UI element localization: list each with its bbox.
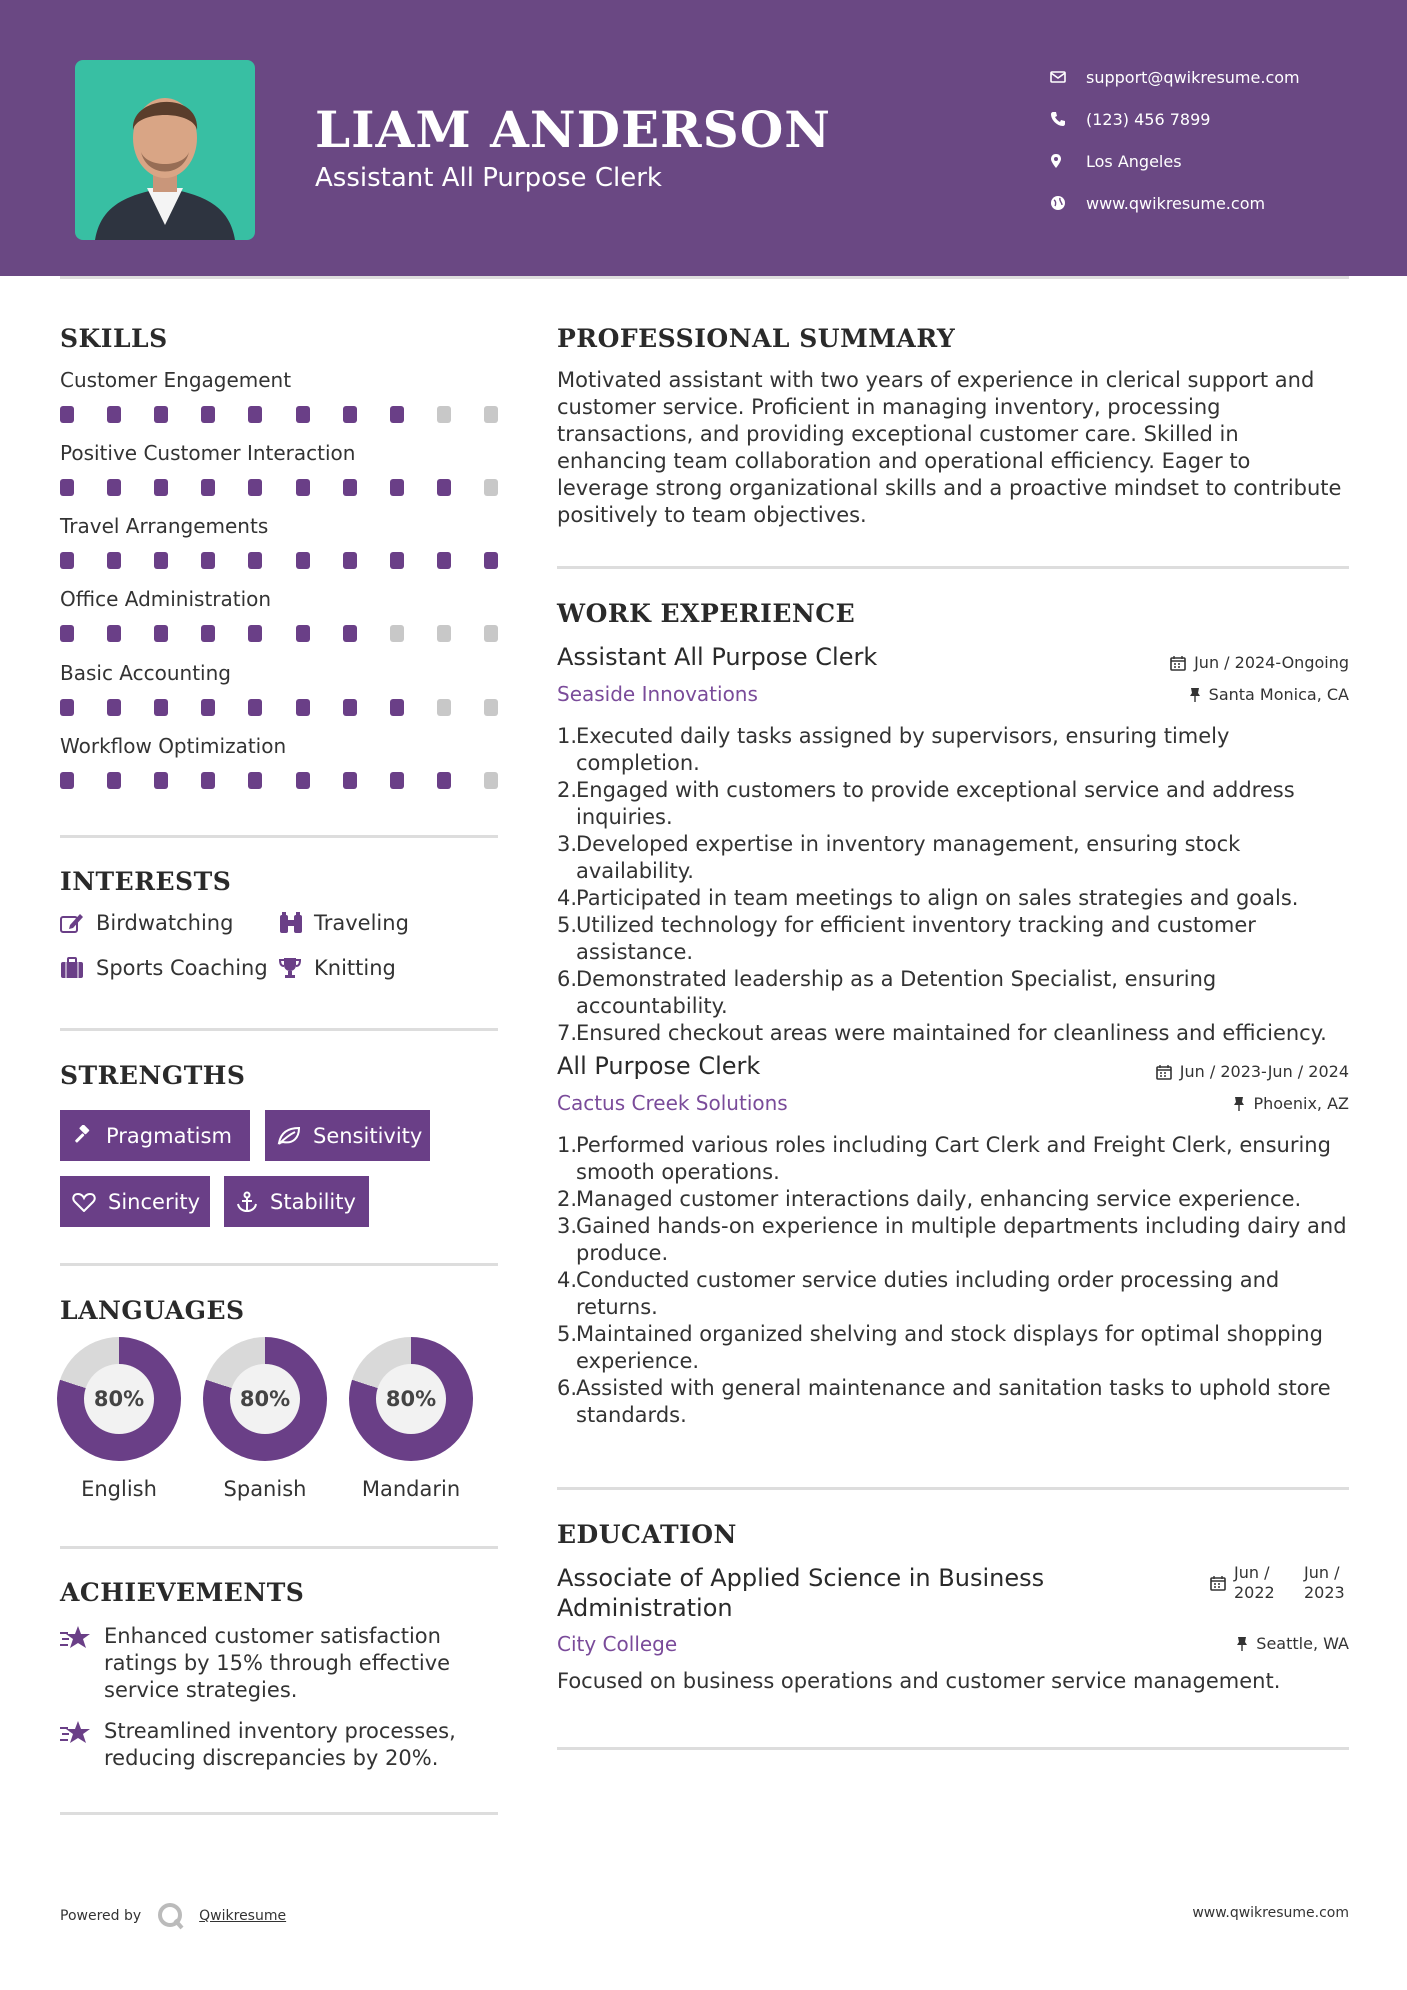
education-location-text: Seattle, WA [1256,1634,1349,1653]
skill-name: Travel Arrangements [60,514,269,538]
degree-line: Administration [557,1594,733,1622]
degree-line: Associate of Applied Science in Business [557,1564,1045,1592]
strength-badge [60,1110,250,1161]
rating-dot-empty [437,699,451,716]
interest-item [60,911,233,935]
rating-dot-filled [437,479,451,496]
achievement-item [60,1718,480,1772]
briefcase-icon [60,957,96,979]
list-item: 2. Engaged with customers to provide exceptional service and address inquiries. [557,778,1295,829]
rating-dot-filled [201,772,215,789]
section-divider [60,1028,498,1031]
globe-icon [1050,195,1086,211]
contact-list [1050,56,1300,224]
rating-dot-filled [107,625,121,642]
rating-dot-filled [107,772,121,789]
rating-dot-filled [154,479,168,496]
rating-dot-filled [60,772,74,789]
star-icon [60,1623,104,1704]
job-title: All Purpose Clerk [557,1052,761,1080]
contact-phone-text: (123) 456 7899 [1086,109,1211,129]
contact-website[interactable] [1050,182,1300,224]
skill-item [60,368,500,423]
section-divider [60,835,498,838]
experience-heading: WORK EXPERIENCE [557,599,856,628]
job-bullets [557,723,1357,1047]
job-location-text: Phoenix, AZ [1253,1094,1349,1113]
rating-dot-filled [390,699,404,716]
skills-heading: SKILLS [60,324,168,353]
contact-email-text: support@qwikresume.com [1086,67,1300,87]
rating-dot-filled [248,625,262,642]
rating-dot-filled [390,552,404,569]
rating-dot-filled [154,699,168,716]
strength-label: Stability [270,1189,356,1214]
rating-dot-filled [296,552,310,569]
rating-dot-filled [107,552,121,569]
list-item: 4. Conducted customer service duties including order processing and returns. [557,1268,1280,1319]
rating-dot-empty [484,479,498,496]
interest-label: Sports Coaching [96,956,268,980]
section-divider [60,1546,498,1549]
skill-name: Basic Accounting [60,661,231,685]
skill-item [60,734,500,789]
list-item: 3. Developed expertise in inventory management, ensuring stock availability. [557,832,1241,883]
calendar-icon [1156,1064,1172,1080]
interest-item [278,911,409,935]
qwikresume-link[interactable]: Qwikresume [199,1908,287,1924]
rating-dot-filled [296,406,310,423]
powered-by-text: Powered by [60,1908,142,1924]
interest-label: Knitting [314,956,396,980]
language-name: Mandarin [361,1477,461,1501]
list-item: 5. Utilized technology for efficient inventory tracking and customer assistance. [557,913,1256,964]
education-description: Focused on business operations and customer service management. [557,1669,1281,1693]
skill-item [60,587,500,642]
list-item: 5. Maintained organized shelving and stock displays for optimal shopping experience. [557,1322,1323,1373]
education-dates [1210,1563,1349,1603]
star-icon [60,1718,104,1772]
section-divider [557,1487,1349,1490]
qwikresume-logo-icon [157,1902,185,1930]
rating-dot-filled [248,772,262,789]
list-item: 6. Demonstrated leadership as a Detention Specialist, ensuring accountability. [557,967,1217,1018]
achievement-text: Streamlined inventory processes, reducing discrepancies by 20%. [104,1719,456,1770]
job-location [1233,1094,1349,1113]
skill-rating [60,772,498,789]
rating-dot-filled [60,406,74,423]
school-name: City College [557,1632,678,1656]
rating-dot-filled [343,625,357,642]
rating-dot-filled [296,699,310,716]
rating-dot-filled [343,479,357,496]
job-title: Assistant All Purpose Clerk [557,643,878,671]
contact-website-text: www.qwikresume.com [1086,193,1266,213]
rating-dot-empty [437,406,451,423]
rating-dot-filled [201,479,215,496]
language-percent: 80% [84,1364,154,1434]
rating-dot-filled [154,406,168,423]
rating-dot-filled [343,552,357,569]
language-ring [349,1337,473,1461]
job-dates [1170,653,1349,672]
rating-dot-empty [390,625,404,642]
job-dates-text: Jun / 2023-Jun / 2024 [1179,1062,1349,1081]
rating-dot-filled [201,699,215,716]
rating-dot-filled [60,552,74,569]
skill-item [60,514,500,569]
language-name: English [81,1477,157,1501]
list-item: 4. Participated in team meetings to align on sales strategies and goals. [557,886,1299,910]
language-ring [203,1337,327,1461]
skill-item [60,661,500,716]
section-divider [557,1747,1349,1750]
anchor-icon [236,1191,258,1213]
strength-label: Sincerity [108,1189,201,1214]
section-divider [60,1812,498,1815]
language-percent: 80% [230,1364,300,1434]
calendar-icon [1210,1575,1226,1591]
rating-dot-filled [154,625,168,642]
education-end-date: Jun / 2023 [1304,1563,1345,1602]
skill-rating [60,699,498,716]
rating-dot-filled [107,406,121,423]
skill-rating [60,479,498,496]
pushpin-icon [1233,1096,1245,1112]
header-banner [0,0,1407,276]
rating-dot-empty [437,625,451,642]
company-name: Seaside Innovations [557,682,758,706]
rating-dot-filled [343,406,357,423]
rating-dot-empty [484,699,498,716]
interest-item [278,956,396,980]
skill-name: Workflow Optimization [60,734,287,758]
rating-dot-filled [60,699,74,716]
section-divider [60,1263,498,1266]
rating-dot-filled [296,479,310,496]
interest-label: Birdwatching [96,911,234,935]
language-percent: 80% [376,1364,446,1434]
rating-dot-filled [437,552,451,569]
rating-dot-empty [484,772,498,789]
languages-heading: LANGUAGES [60,1296,245,1325]
language-ring [57,1337,181,1461]
rating-dot-filled [201,625,215,642]
skill-rating [60,406,498,423]
achievement-item [60,1623,480,1704]
strength-label: Sensitivity [313,1123,423,1148]
rating-dot-filled [201,406,215,423]
heart-icon [72,1192,96,1212]
rating-dot-filled [248,479,262,496]
skill-name: Office Administration [60,587,272,611]
section-divider [557,566,1349,569]
binoculars-icon [278,912,314,934]
strength-badge [224,1176,369,1227]
job-dates [1156,1062,1349,1081]
rating-dot-filled [248,406,262,423]
gavel-icon [72,1125,94,1147]
list-item: 1. Performed various roles including Cart Clerk and Freight Clerk, ensuring smooth operations. [557,1133,1331,1184]
list-item: 2. Managed customer interactions daily, enhancing service experience. [557,1187,1302,1211]
strength-badge [60,1176,210,1227]
language-item [203,1337,327,1501]
job-location-text: Santa Monica, CA [1208,685,1349,704]
rating-dot-filled [60,479,74,496]
candidate-title: Assistant All Purpose Clerk [315,163,662,193]
strengths-heading: STRENGTHS [60,1061,246,1090]
list-item: 7. Ensured checkout areas were maintained for cleanliness and efficiency. [557,1021,1327,1045]
language-item [57,1337,181,1501]
degree-title [557,1563,1044,1623]
strength-label: Pragmatism [106,1123,232,1148]
profile-photo [75,60,255,240]
rating-dot-filled [154,552,168,569]
contact-location-text: Los Angeles [1086,151,1182,171]
skill-name: Customer Engagement [60,368,292,392]
list-item: 6. Assisted with general maintenance and sanitation tasks to uphold store standards. [557,1376,1331,1427]
skill-item [60,441,500,496]
job-dates-text: Jun / 2024-Ongoing [1194,653,1349,672]
contact-location [1050,140,1300,182]
header-divider [60,276,1349,279]
rating-dot-filled [107,479,121,496]
rating-dot-filled [343,699,357,716]
skill-rating [60,552,498,569]
rating-dot-filled [390,772,404,789]
envelope-icon [1050,70,1086,84]
location-pin-icon [1050,153,1086,169]
pushpin-icon [1236,1636,1248,1652]
rating-dot-filled [296,625,310,642]
rating-dot-empty [484,625,498,642]
language-name: Spanish [223,1477,307,1501]
achievements-heading: ACHIEVEMENTS [60,1578,305,1607]
summary-text: Motivated assistant with two years of experience in clerical support and customer service. Proficient in managing inventory, processing transactions, and providing exceptional customer care. Skilled in enhancing team collaboration and operational efficiency. Eager to leverage strong organizational skills and a proactive mindset to contribute positively to team objectives. [557,368,1342,527]
interest-item [60,956,268,980]
list-item: 3. Gained hands-on experience in multiple departments including dairy and produce. [557,1214,1347,1265]
rating-dot-filled [248,699,262,716]
trophy-icon [278,957,314,979]
rating-dot-empty [484,406,498,423]
rating-dot-filled [201,552,215,569]
language-item [349,1337,473,1501]
rating-dot-filled [390,479,404,496]
list-item: 1. Executed daily tasks assigned by supervisors, ensuring timely completion. [557,724,1230,775]
phone-icon [1050,111,1086,127]
job-location [1189,685,1349,704]
footer-url[interactable]: www.qwikresume.com [1192,1905,1349,1921]
strength-badge [265,1110,430,1161]
skill-name: Positive Customer Interaction [60,441,356,465]
education-start-date: Jun / 2022 [1234,1563,1275,1602]
rating-dot-filled [60,625,74,642]
footer-branding [60,1902,286,1930]
interest-label: Traveling [314,911,409,935]
rating-dot-filled [484,552,498,569]
candidate-name: LIAM ANDERSON [315,100,831,159]
rating-dot-filled [296,772,310,789]
rating-dot-filled [437,772,451,789]
contact-phone[interactable] [1050,98,1300,140]
education-location [1236,1634,1349,1653]
calendar-icon [1170,655,1186,671]
rating-dot-filled [154,772,168,789]
achievement-text: Enhanced customer satisfaction ratings by 15% through effective service strategies. [104,1624,451,1702]
job-bullets [557,1132,1357,1429]
company-name: Cactus Creek Solutions [557,1091,788,1115]
leaf-icon [277,1126,301,1146]
rating-dot-filled [107,699,121,716]
rating-dot-filled [248,552,262,569]
education-heading: EDUCATION [557,1520,737,1549]
contact-email[interactable] [1050,56,1300,98]
interests-heading: INTERESTS [60,867,232,896]
rating-dot-filled [343,772,357,789]
edit-icon [60,912,96,934]
skill-rating [60,625,498,642]
summary-heading: PROFESSIONAL SUMMARY [557,324,956,353]
rating-dot-filled [390,406,404,423]
pushpin-icon [1189,687,1201,703]
